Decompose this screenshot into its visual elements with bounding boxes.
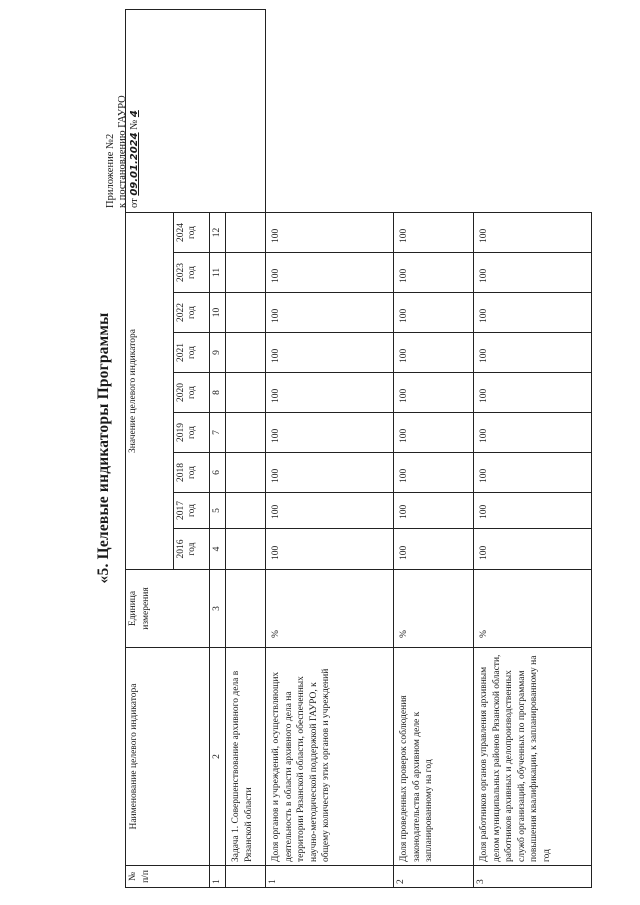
year-label: 2019: [176, 423, 186, 442]
year-header-5: [174, 333, 210, 373]
column-number: 7: [210, 413, 226, 453]
indicator-value: 100: [266, 413, 394, 453]
table-row: [266, 10, 394, 888]
indicator-value: 100: [474, 413, 592, 453]
year-label: 2021: [176, 343, 186, 362]
header-unit: Единица измерения: [126, 570, 210, 648]
document-title: «5. Целевые индикаторы Программы: [95, 312, 112, 584]
year-label: 2024: [176, 223, 186, 242]
indicator-value: 100: [266, 213, 394, 253]
table-row: [474, 10, 592, 888]
indicator-name: Доля органов и учреждений, осуществляющих деятельность в области архивного дела на территории Рязанской области, обеспеченных научно-методической поддержкой ГАУРО, к общему количеству этих органов и учреждений: [266, 648, 394, 866]
column-number: 1: [210, 866, 226, 888]
rotated-sheet: [95, 8, 575, 888]
task-unit-cell: [226, 570, 266, 648]
column-number: 5: [210, 493, 226, 529]
year-suffix: год: [187, 504, 197, 517]
approval-date: 09.01.2024: [129, 132, 140, 196]
indicator-rows: [266, 10, 592, 888]
row-number: 3: [474, 866, 592, 888]
year-header-6: [174, 293, 210, 333]
column-number: 11: [210, 253, 226, 293]
column-number: 10: [210, 293, 226, 333]
year-suffix: год: [187, 226, 197, 239]
indicator-value: 100: [474, 453, 592, 493]
year-header-3: [174, 413, 210, 453]
column-number: 8: [210, 373, 226, 413]
column-number: 6: [210, 453, 226, 493]
year-label: 2016: [176, 539, 186, 559]
indicator-value: 100: [394, 333, 474, 373]
indicator-value: 100: [266, 453, 394, 493]
indicator-value: 100: [394, 529, 474, 570]
year-header-7: [174, 253, 210, 293]
year-label: 2023: [176, 263, 186, 282]
task-text: Задача 1. Совершенствование архивного дела в Рязанской области: [226, 648, 266, 866]
column-number: 2: [210, 648, 226, 866]
indicator-value: 100: [394, 453, 474, 493]
indicator-unit: %: [266, 570, 394, 648]
header-row-1: [126, 10, 174, 888]
approval-line-2: к постановлению ГАУРО: [117, 95, 128, 208]
indicator-value: 100: [266, 293, 394, 333]
indicator-value: 100: [266, 253, 394, 293]
indicator-value: 100: [266, 529, 394, 570]
indicator-value: 100: [474, 333, 592, 373]
indicator-value: 100: [474, 213, 592, 253]
column-number: 3: [210, 570, 226, 648]
year-suffix: год: [187, 306, 197, 319]
row-number: 1: [266, 866, 394, 888]
indicator-unit: %: [394, 570, 474, 648]
indicator-value: 100: [474, 293, 592, 333]
header-num: № п/п: [126, 866, 210, 888]
year-header-2: [174, 453, 210, 493]
approval-from-label: от: [129, 198, 140, 208]
indicator-value: 100: [394, 213, 474, 253]
year-header-1: [174, 493, 210, 529]
year-label: 2022: [176, 303, 186, 322]
indicator-value: 100: [394, 413, 474, 453]
indicator-value: 100: [394, 253, 474, 293]
year-suffix: год: [187, 466, 197, 479]
indicator-value: 100: [266, 333, 394, 373]
indicator-value: 100: [474, 493, 592, 529]
table-row: [394, 10, 474, 888]
indicator-value: 100: [394, 493, 474, 529]
indicator-value: 100: [266, 373, 394, 413]
year-label: 2020: [176, 383, 186, 402]
approval-number: 4: [129, 110, 140, 118]
task-num-cell: [226, 866, 266, 888]
row-number: 2: [394, 866, 474, 888]
header-name: Наименование целевого индикатора: [126, 648, 210, 866]
indicator-value: 100: [266, 493, 394, 529]
year-label: 2018: [176, 463, 186, 482]
year-suffix: год: [187, 346, 197, 359]
indicator-name: Доля работников органов управления архивным делом муниципальных районов Рязанской области, работников архивных и делопроизводственных служб организаций, обученных по программам повышения квалификации, к запланированному на год: [474, 648, 592, 866]
year-suffix: год: [187, 266, 197, 279]
indicator-value: 100: [474, 529, 592, 570]
header-values-group: Значение целевого индикатора: [126, 213, 174, 570]
indicator-name: Доля проведенных проверок соблюдения законодательства об архивном деле к запланированному на год: [394, 648, 474, 866]
year-suffix: год: [187, 386, 197, 399]
indicator-value: 100: [394, 373, 474, 413]
year-label: 2017: [176, 501, 186, 520]
indicators-table: [125, 9, 592, 888]
column-number: 4: [210, 529, 226, 570]
year-header-4: [174, 373, 210, 413]
column-number: 12: [210, 213, 226, 253]
column-number: 9: [210, 333, 226, 373]
year-header-0: [174, 529, 210, 570]
indicator-value: 100: [394, 293, 474, 333]
indicator-value: 100: [474, 373, 592, 413]
indicator-value: 100: [474, 253, 592, 293]
year-header-8: [174, 213, 210, 253]
approval-line-1: Приложение №2: [105, 133, 116, 208]
approval-num-label: №: [129, 119, 140, 130]
indicator-unit: %: [474, 570, 592, 648]
year-suffix: год: [187, 542, 197, 556]
header-spacer: [126, 10, 266, 213]
year-suffix: год: [187, 426, 197, 439]
